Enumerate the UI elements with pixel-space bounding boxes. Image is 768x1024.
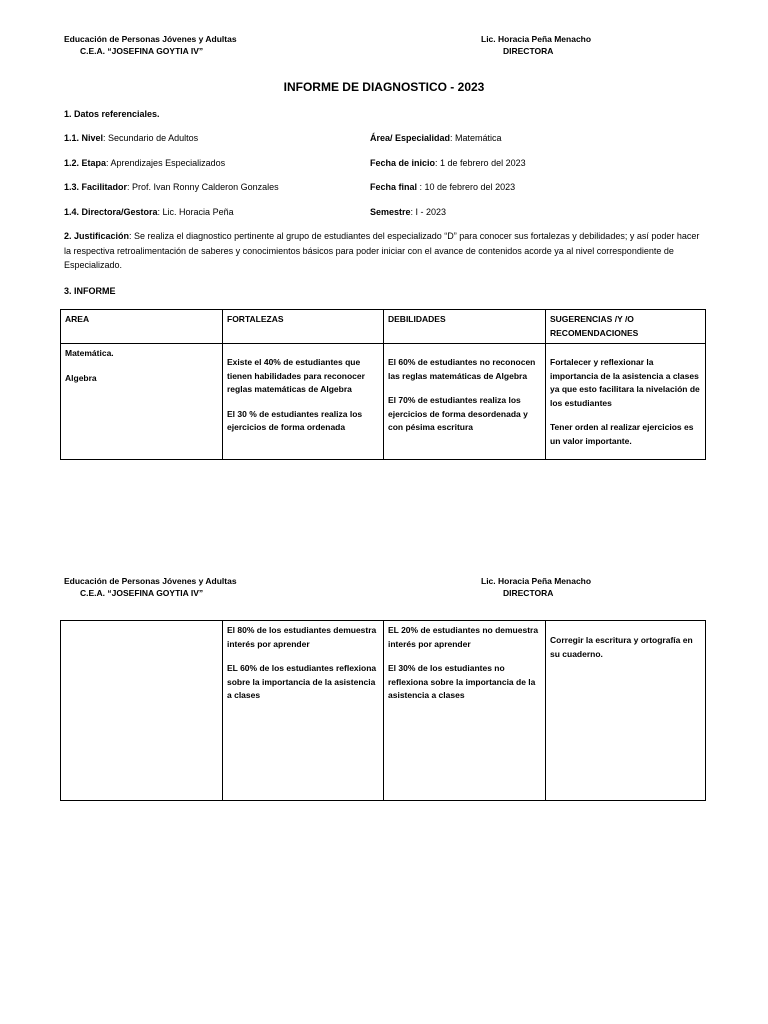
field-label: Semestre xyxy=(370,207,411,217)
data-row xyxy=(64,207,704,217)
data-row xyxy=(64,182,704,192)
cell-text: EL 20% de estudiantes no demuestra interés por aprender xyxy=(388,625,539,649)
cell-area xyxy=(61,344,223,460)
field-value: : Aprendizajes Especializados xyxy=(106,158,226,168)
field-value: : I - 2023 xyxy=(410,207,447,217)
column-header-sugerencias: SUGERENCIAS /Y /O RECOMENDACIONES xyxy=(546,310,706,344)
cell-debilidades xyxy=(384,344,546,460)
field-value: : Secundario de Adultos xyxy=(103,133,199,143)
column-header-debilidades: DEBILIDADES xyxy=(384,310,546,344)
area-topic: Algebra xyxy=(65,372,97,383)
header-director-name: Lic. Horacia Peña Menacho xyxy=(481,576,592,586)
report-table xyxy=(60,309,706,460)
field-label: Área/ Especialidad xyxy=(370,133,451,143)
justification-label: 2. Justificación xyxy=(64,231,130,241)
cell-text: Corregir la escritura y ortografía en su cuaderno. xyxy=(550,635,693,659)
cell-text: El 60% de estudiantes no reconocen las reglas matemáticas de Algebra xyxy=(388,357,536,381)
field-label: Fecha final xyxy=(370,182,418,192)
cell-text: Tener orden al realizar ejercicios es un valor importante. xyxy=(550,422,694,446)
header-director-role: DIRECTORA xyxy=(503,46,554,56)
page-title: INFORME DE DIAGNOSTICO - 2023 xyxy=(283,80,485,94)
cell-sugerencias xyxy=(546,344,706,460)
header-right xyxy=(481,575,591,599)
column-header-area: AREA xyxy=(61,310,223,344)
cell-text: Fortalecer y reflexionar la importancia de la asistencia a clases ya que esto facilitara la nivelación de los estudiantes xyxy=(550,357,700,408)
field-label: Fecha de inicio xyxy=(370,158,436,168)
cell-text: EL 60% de los estudiantes reflexiona sobre la importancia de la asistencia a clases xyxy=(227,663,377,700)
field-label: 1.1. Nivel xyxy=(64,133,104,143)
data-row xyxy=(64,133,704,143)
justification-paragraph xyxy=(64,229,704,273)
cell-area xyxy=(61,621,223,801)
field-value: : Matemática xyxy=(450,133,502,143)
section-heading-data: 1. Datos referenciales. xyxy=(64,109,160,119)
field-label: 1.2. Etapa xyxy=(64,158,107,168)
area-subject: Matemática. xyxy=(65,348,114,358)
justification-text: : Se realiza el diagnostico pertinente al grupo de estudiantes del especializado “D” para conocer sus fortalezas y debilidades; y así poder hacer la respectiva retroalimentación de saberes y conocimientos básicos para poder iniciar con el avance de contenidos acorde ya al nivel correspondiente de Especializado. xyxy=(64,231,700,270)
cell-text: Existe el 40% de estudiantes que tienen habilidades para reconocer reglas matemáticas de Algebra xyxy=(227,357,365,394)
cell-text: El 30 % de estudiantes realiza los ejercicios de forma ordenada xyxy=(227,408,363,432)
header-institution: Educación de Personas Jóvenes y Adultas xyxy=(64,576,237,586)
field-value: : Lic. Horacia Peña xyxy=(157,207,234,217)
header-director-role: DIRECTORA xyxy=(503,588,554,598)
header-institution: Educación de Personas Jóvenes y Adultas xyxy=(64,34,237,44)
cell-text: El 80% de los estudiantes demuestra interés por aprender xyxy=(227,625,377,649)
report-table-continued xyxy=(60,620,706,801)
cell-sugerencias xyxy=(546,621,706,801)
column-header-fortalezas: FORTALEZAS xyxy=(223,310,384,344)
header-center-name: C.E.A. “JOSEFINA GOYTIA IV” xyxy=(80,588,204,598)
table-row xyxy=(61,344,706,460)
header-director-name: Lic. Horacia Peña Menacho xyxy=(481,34,592,44)
cell-text: El 30% de los estudiantes no reflexiona sobre la importancia de la asistencia a clases xyxy=(388,663,536,700)
cell-fortalezas xyxy=(223,621,384,801)
field-value: : 1 de febrero del 2023 xyxy=(435,158,526,168)
section-heading-report: 3. INFORME xyxy=(64,286,116,296)
table-header-row xyxy=(61,310,706,344)
header-center-name: C.E.A. “JOSEFINA GOYTIA IV” xyxy=(80,46,204,56)
cell-debilidades xyxy=(384,621,546,801)
field-value: : Prof. Ivan Ronny Calderon Gonzales xyxy=(127,182,279,192)
field-label: 1.3. Facilitador xyxy=(64,182,128,192)
data-row xyxy=(64,158,704,168)
header-right xyxy=(481,33,591,57)
table-row xyxy=(61,621,706,801)
cell-fortalezas xyxy=(223,344,384,460)
cell-text: El 70% de estudiantes realiza los ejercicios de forma desordenada y con pésima escritura xyxy=(388,395,528,432)
header-left xyxy=(64,33,237,57)
field-label: 1.4. Directora/Gestora xyxy=(64,207,158,217)
header-left xyxy=(64,575,237,599)
field-value: : 10 de febrero del 2023 xyxy=(417,182,516,192)
